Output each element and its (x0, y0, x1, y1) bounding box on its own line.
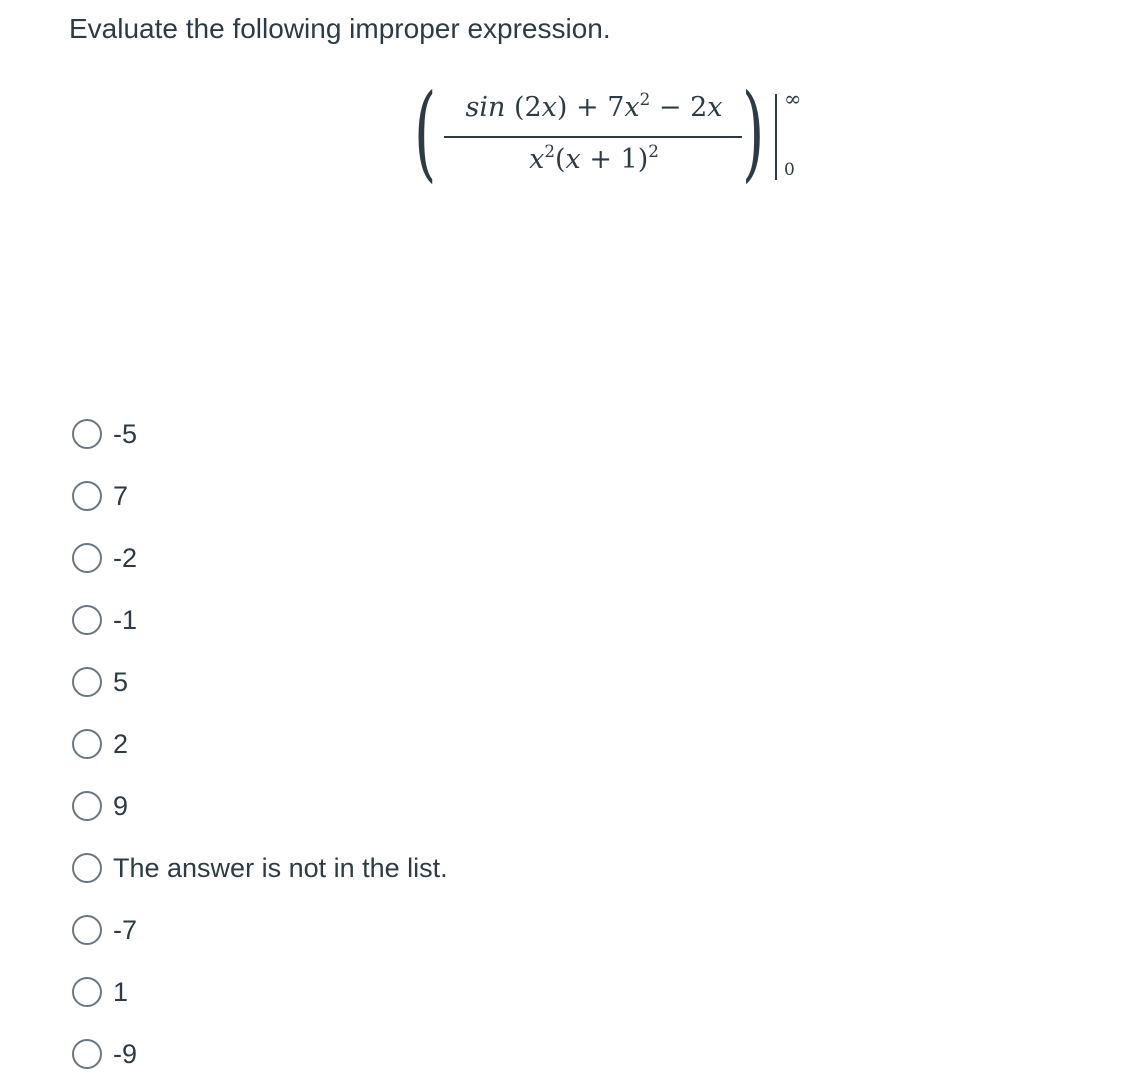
radio-button[interactable] (72, 543, 102, 573)
answer-option-label[interactable]: -7 (113, 915, 138, 945)
lower-limit: 0 (784, 160, 795, 180)
denominator-variable-2: x (565, 144, 581, 175)
denominator-exponent-1: 2 (544, 141, 555, 162)
denominator-part-b: + 1) (580, 144, 649, 175)
numerator-variable-3: x (707, 92, 723, 123)
denominator-exponent-2: 2 (648, 141, 659, 162)
radio-button[interactable] (72, 481, 102, 511)
answer-option-label[interactable]: 1 (113, 977, 129, 1007)
fraction-numerator (446, 90, 742, 126)
radio-button[interactable] (72, 915, 102, 945)
radio-button[interactable] (72, 667, 102, 697)
answer-option-label[interactable]: 5 (113, 667, 129, 697)
answer-option[interactable] (72, 465, 448, 527)
radio-button[interactable] (72, 791, 102, 821)
answer-option-label[interactable]: 2 (113, 729, 129, 759)
answer-option[interactable] (72, 713, 448, 775)
right-parenthesis: ) (742, 71, 765, 193)
upper-limit: ∞ (784, 87, 802, 111)
answer-option-label[interactable]: -1 (113, 605, 138, 635)
numerator-part-b: ) + 7 (556, 92, 625, 123)
numerator-function: sin (465, 92, 506, 123)
numerator-part-c: − 2 (650, 92, 708, 123)
radio-button[interactable] (72, 977, 102, 1007)
answer-option[interactable] (72, 651, 448, 713)
answer-option-label[interactable]: -2 (113, 543, 138, 573)
answer-option-label[interactable]: -5 (113, 419, 138, 449)
radio-button[interactable] (72, 853, 102, 883)
answer-options (72, 403, 448, 1085)
numerator-exponent: 2 (639, 89, 651, 110)
numerator-part-a: (2 (505, 92, 542, 123)
answer-option[interactable] (72, 775, 448, 837)
radio-button[interactable] (72, 605, 102, 635)
radio-button[interactable] (72, 729, 102, 759)
radio-button[interactable] (72, 1039, 102, 1069)
answer-option-label[interactable]: -9 (113, 1039, 138, 1069)
answer-option-label[interactable]: The answer is not in the list. (113, 853, 448, 883)
answer-option[interactable] (72, 403, 448, 465)
fraction-bar (444, 136, 742, 138)
numerator-variable-2: x (624, 92, 640, 123)
denominator-variable-1: x (529, 144, 545, 175)
answer-option-label[interactable]: 7 (113, 481, 129, 511)
answer-option[interactable] (72, 527, 448, 589)
evaluation-bar (775, 94, 777, 180)
radio-button[interactable] (72, 419, 102, 449)
math-expression (414, 71, 834, 193)
left-parenthesis: ( (414, 71, 437, 193)
numerator-variable-1: x (541, 92, 557, 123)
answer-option[interactable] (72, 837, 448, 899)
denominator-part-a: ( (554, 144, 566, 175)
answer-option-label[interactable]: 9 (113, 791, 129, 821)
answer-option[interactable] (72, 589, 448, 651)
answer-option[interactable] (72, 961, 448, 1023)
answer-option[interactable] (72, 1023, 448, 1085)
question-prompt: Evaluate the following improper expression. (69, 13, 611, 44)
answer-option[interactable] (72, 899, 448, 961)
fraction-denominator (446, 142, 742, 178)
